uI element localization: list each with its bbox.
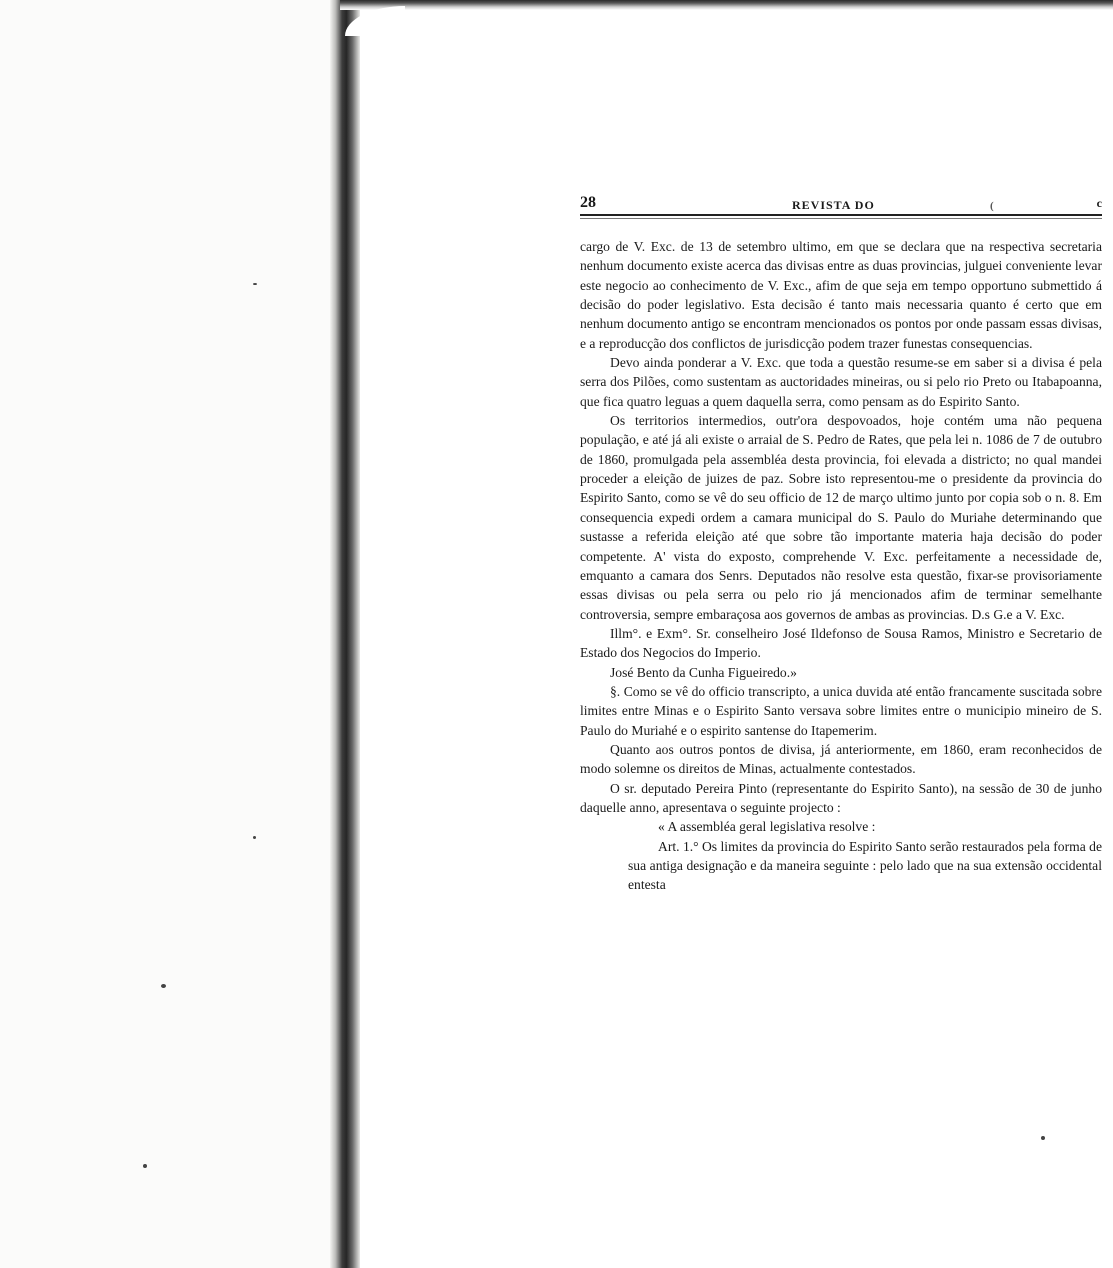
bill-opening: « A assembléa geral legislativa resolve : (658, 819, 876, 835)
book-gutter (330, 0, 360, 1268)
page-speck (1041, 1136, 1045, 1140)
page-top-shadow (340, 0, 1113, 10)
page-speck (143, 1164, 147, 1168)
bill-article: Art. 1.° Os limites da provincia do Espirito Santo serão restaurados pela forma de sua antiga designação e da maneira seguinte : pelo lado que na sua extensão occidental entesta (628, 838, 1102, 893)
header-mark: c (1096, 196, 1102, 210)
page-speck (161, 984, 166, 988)
running-title: REVISTA DO (792, 198, 875, 212)
paragraph: Quanto aos outros pontos de divisa, já anteriormente, em 1860, eram reconhecidos de modo solemne os direitos de Minas, actualmente contestados. (580, 741, 1102, 777)
page-speck (253, 836, 256, 839)
paragraph: cargo de V. Exc. de 13 de setembro ultimo, em que se declara que na respectiva secretaria nenhum documento existe acerca das divisas entre as duas provincias, julguei conveniente levar este negocio ao conhecimento de V. Exc., afim de que seja em tempo opportuno submettido á decisão do poder legislativo. Esta decisão é tanto mais necessaria quanto é certo que em nenhum documento antigo se encontram mencionados os pontos por onde passam essas divisas, e a reproducção dos conflictos de jurisdicção podem trazer funestas consequencias. (580, 239, 1102, 351)
signature-line: José Bento da Cunha Figueiredo.» (610, 664, 797, 680)
printed-page (580, 192, 1102, 895)
page-speck (253, 283, 257, 285)
page-number: 28 (580, 194, 596, 211)
running-header (580, 192, 1102, 216)
header-rule (580, 218, 1102, 219)
bill-quote (580, 817, 1102, 894)
paragraph: §. Como se vê do officio transcripto, a unica duvida até então francamente suscitada sobre limites entre Minas e o Espirito Santo versava sobre limites entre o municipio mineiro de S. Paulo do Muriahé e o espirito santense do Itapemerim. (580, 683, 1102, 738)
paragraph: Os territorios intermedios, outr'ora despovoados, hoje contém uma não pequena população, e até já ali existe o arraial de S. Pedro de Rates, que pela lei n. 1086 de 7 de outubro de 1860, promulgada pela assembléa desta provincia, foi elevada a districto; no qual mandei proceder a eleição de juizes de paz. Sobre isto representou-me o presidente da provincia do Espirito Santo, como se vê do seu officio de 12 de março ultimo junto por copia sob o n. 8. Em consequencia expedi ordem a camara municipal do S. Paulo do Muriahe determinando que sustasse a referida eleição até que sobre tão importante materia haja decisão do poder competente. A' vista do exposto, comprehende V. Exc. perfeitamente a necessidade de, emquanto a camara dos Senrs. Deputados não resolve esta questão, fixar-se provisoriamente essas divisas ou pela serra ou pelo rio já mencionados afim de terminar semelhante controversia, sempre embaraçosa aos governos de ambas as provincias. D.s G.e a V. Exc. (580, 413, 1102, 622)
header-mark: ( (990, 200, 994, 212)
left-facing-page (0, 0, 340, 1268)
paragraph: Devo ainda ponderar a V. Exc. que toda a questão resume-se em saber si a divisa é pela serra dos Pilões, como sustentam as auctoridades mineiras, ou si pelo rio Preto ou Itabapoanna, que fica quatro leguas a quem daquella serra, como pensam as do Espirito Santo. (580, 355, 1102, 409)
body-text (580, 237, 1102, 895)
paragraph: Illm°. e Exm°. Sr. conselheiro José Ildefonso de Sousa Ramos, Ministro e Secretario de Estado dos Negocios do Imperio. (580, 625, 1102, 661)
paragraph: O sr. deputado Pereira Pinto (representante do Espirito Santo), na sessão de 30 de junho daquelle anno, apresentava o seguinte projecto : (580, 780, 1102, 815)
